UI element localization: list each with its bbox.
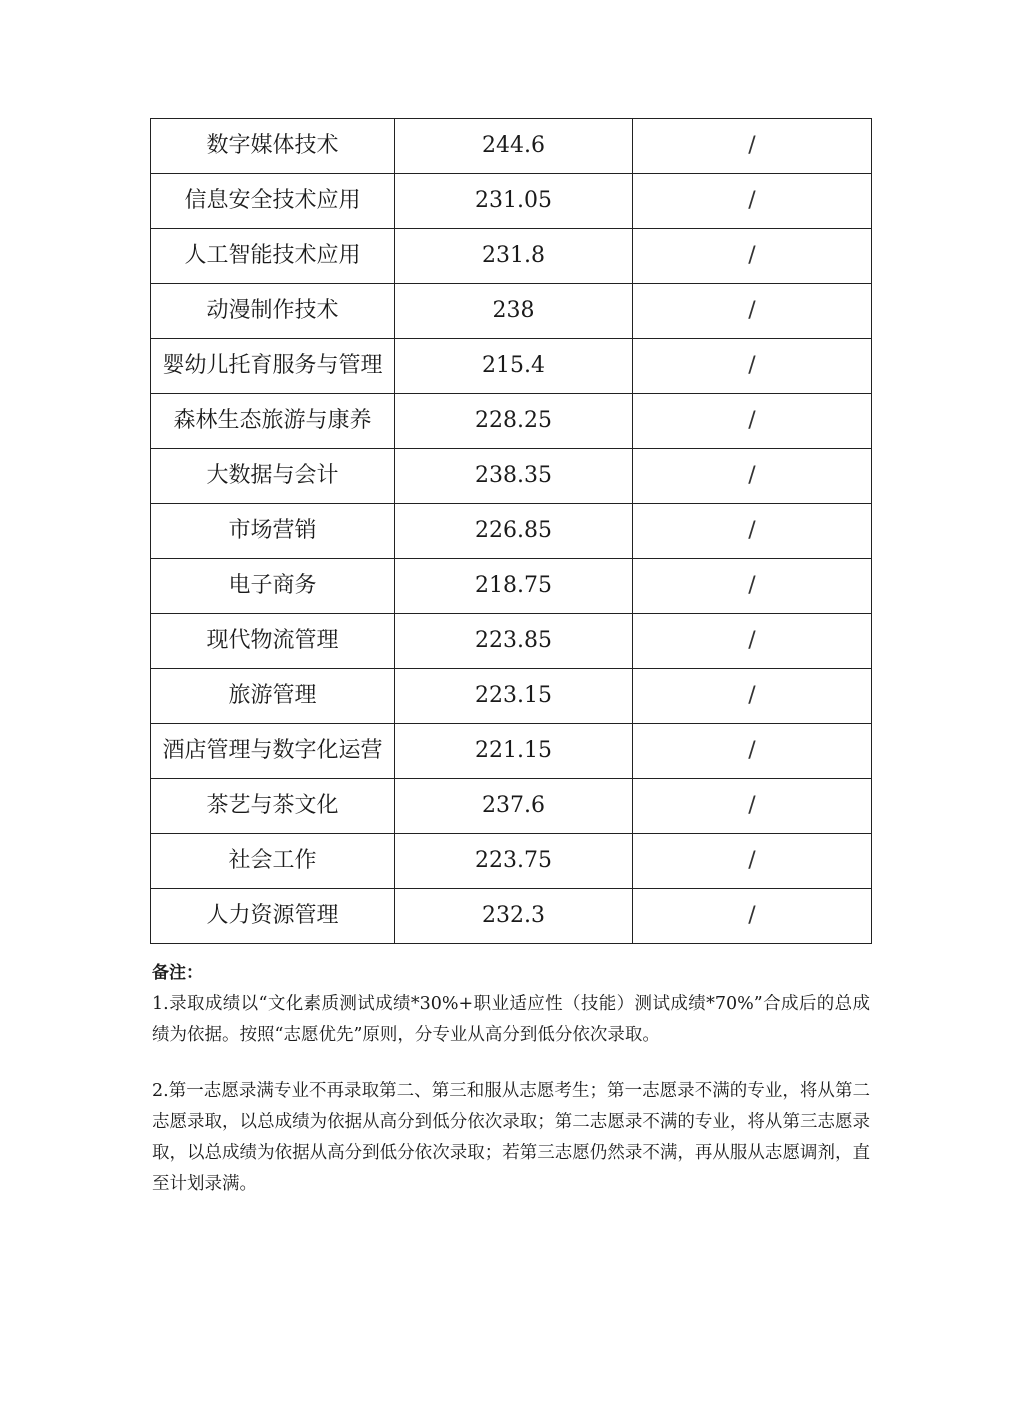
score-cell: 238	[395, 284, 633, 339]
slash-placeholder: /	[748, 133, 756, 158]
slash-placeholder: /	[748, 188, 756, 213]
major-name-cell: 人力资源管理	[151, 889, 395, 944]
major-name-cell: 人工智能技术应用	[151, 229, 395, 284]
placeholder-cell	[633, 834, 872, 889]
slash-placeholder: /	[748, 298, 756, 323]
score-cell: 231.05	[395, 174, 633, 229]
table-row	[151, 779, 872, 834]
placeholder-cell	[633, 779, 872, 834]
major-name-cell: 数字媒体技术	[151, 119, 395, 174]
score-cell: 223.75	[395, 834, 633, 889]
placeholder-cell	[633, 669, 872, 724]
table-row	[151, 284, 872, 339]
note-paragraph-2: 2.第一志愿录满专业不再录取第二、第三和服从志愿考生；第一志愿录不满的专业，将从第二志愿录取，以总成绩为依据从高分到低分依次录取；第二志愿录不满的专业，将从第三志愿录取，以总成绩为依据从高分到低分依次录取；若第三志愿仍然录不满，再从服从志愿调剂，直至计划录满。	[152, 1081, 870, 1194]
major-name-cell: 社会工作	[151, 834, 395, 889]
admission-score-table	[150, 118, 872, 944]
placeholder-cell	[633, 559, 872, 614]
score-cell: 215.4	[395, 339, 633, 394]
table-row	[151, 339, 872, 394]
placeholder-cell	[633, 449, 872, 504]
table-row	[151, 669, 872, 724]
major-name-cell: 婴幼儿托育服务与管理	[151, 339, 395, 394]
major-name-cell: 大数据与会计	[151, 449, 395, 504]
slash-placeholder: /	[748, 518, 756, 543]
slash-placeholder: /	[748, 793, 756, 818]
placeholder-cell	[633, 504, 872, 559]
major-name-cell: 茶艺与茶文化	[151, 779, 395, 834]
slash-placeholder: /	[748, 628, 756, 653]
placeholder-cell	[633, 724, 872, 779]
table-row	[151, 559, 872, 614]
table-row	[151, 834, 872, 889]
slash-placeholder: /	[748, 243, 756, 268]
slash-placeholder: /	[748, 738, 756, 763]
notes-title: 备注：	[152, 963, 203, 983]
slash-placeholder: /	[748, 353, 756, 378]
placeholder-cell	[633, 174, 872, 229]
table-row	[151, 449, 872, 504]
placeholder-cell	[633, 889, 872, 944]
major-name-cell: 电子商务	[151, 559, 395, 614]
score-cell: 237.6	[395, 779, 633, 834]
score-cell: 228.25	[395, 394, 633, 449]
placeholder-cell	[633, 614, 872, 669]
table-row	[151, 119, 872, 174]
placeholder-cell	[633, 394, 872, 449]
score-cell: 244.6	[395, 119, 633, 174]
placeholder-cell	[633, 339, 872, 394]
table-row	[151, 724, 872, 779]
table-row	[151, 229, 872, 284]
score-cell: 238.35	[395, 449, 633, 504]
table-row	[151, 504, 872, 559]
major-name-cell: 森林生态旅游与康养	[151, 394, 395, 449]
slash-placeholder: /	[748, 408, 756, 433]
note-paragraph-1: 1.录取成绩以“文化素质测试成绩*30%+职业适应性（技能）测试成绩*70%”合成后的总成绩为依据。按照“志愿优先”原则，分专业从高分到低分依次录取。	[152, 994, 870, 1045]
placeholder-cell	[633, 284, 872, 339]
placeholder-cell	[633, 229, 872, 284]
major-name-cell: 动漫制作技术	[151, 284, 395, 339]
major-name-cell: 旅游管理	[151, 669, 395, 724]
slash-placeholder: /	[748, 463, 756, 488]
score-cell: 231.8	[395, 229, 633, 284]
slash-placeholder: /	[748, 573, 756, 598]
table-row	[151, 394, 872, 449]
score-cell: 232.3	[395, 889, 633, 944]
major-name-cell: 酒店管理与数字化运营	[151, 724, 395, 779]
score-cell: 218.75	[395, 559, 633, 614]
table-row	[151, 614, 872, 669]
score-cell: 223.15	[395, 669, 633, 724]
major-name-cell: 现代物流管理	[151, 614, 395, 669]
slash-placeholder: /	[748, 903, 756, 928]
score-cell: 223.85	[395, 614, 633, 669]
slash-placeholder: /	[748, 683, 756, 708]
placeholder-cell	[633, 119, 872, 174]
notes-section	[152, 958, 870, 1200]
table-body	[151, 119, 872, 944]
score-cell: 221.15	[395, 724, 633, 779]
table-row	[151, 889, 872, 944]
major-name-cell: 信息安全技术应用	[151, 174, 395, 229]
table-row	[151, 174, 872, 229]
score-cell: 226.85	[395, 504, 633, 559]
major-name-cell: 市场营销	[151, 504, 395, 559]
slash-placeholder: /	[748, 848, 756, 873]
